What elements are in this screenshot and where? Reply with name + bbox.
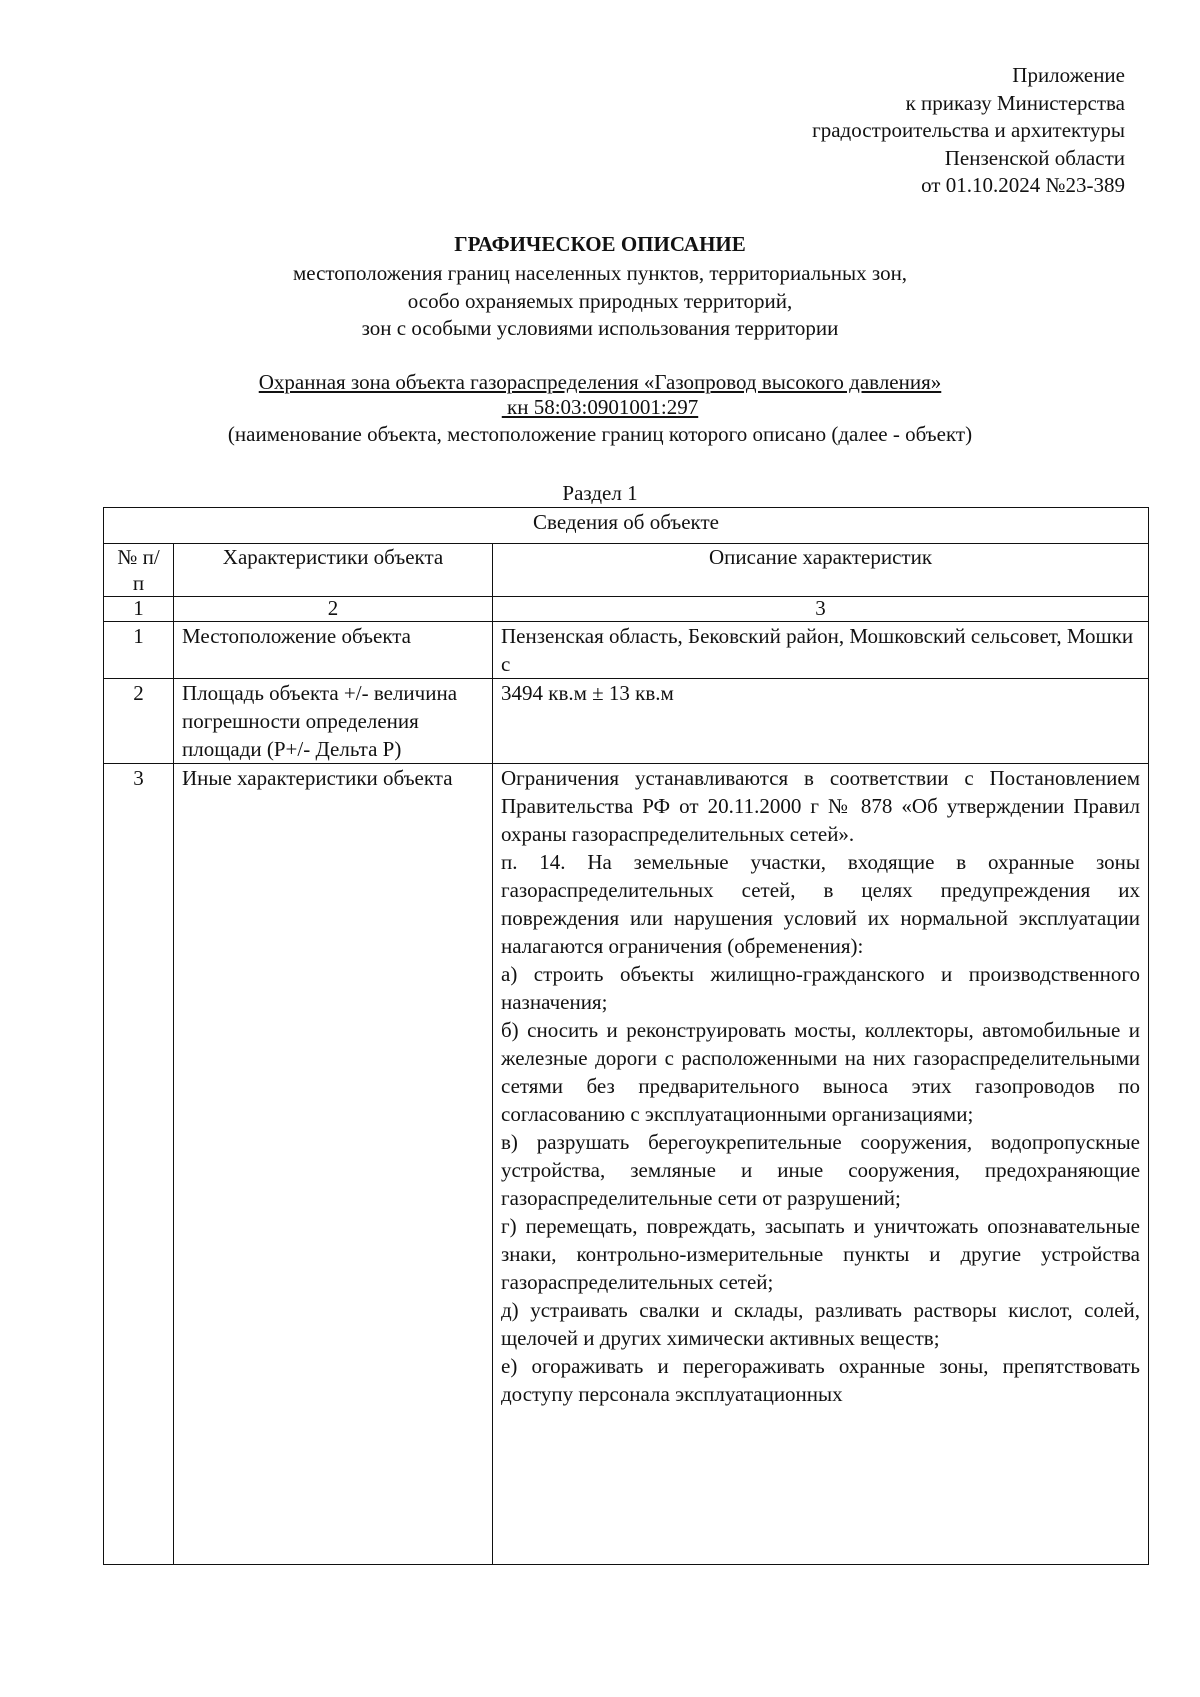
appendix-line: Пензенской области (944, 145, 1125, 170)
row-number: 1 (104, 622, 174, 679)
document-subtitle (0, 260, 1200, 343)
row-characteristic: Иные характеристики объекта (174, 764, 493, 1565)
restriction-paragraph: п. 14. На земельные участки, входящие в охранные зоны газораспределительных сетей, в целях предупреждения их повреждения или нарушения условий их нормальной эксплуатации налагаются ограничения (обременения): (501, 850, 1141, 958)
restriction-paragraph: е) огораживать и перегораживать охранные зоны, препятствовать доступу персонала эксплуатационных (501, 1354, 1141, 1406)
object-name-line: Охранная зона объекта газораспределения «Газопровод высокого давления» (258, 370, 942, 394)
table-caption-row (104, 508, 1149, 544)
appendix-block (812, 62, 1125, 200)
header-cell-number: № п/п (104, 544, 174, 597)
column-number-row (104, 597, 1149, 622)
row-characteristic: Местоположение объекта (174, 622, 493, 679)
restriction-paragraph: Ограничения устанавливаются в соответствии с Постановлением Правительства РФ от 20.11.2000 г № 878 «Об утверждении Правил охраны газораспределительных сетей». (501, 766, 1141, 846)
document-title: ГРАФИЧЕСКОЕ ОПИСАНИЕ (454, 232, 746, 256)
restriction-paragraph: а) строить объекты жилищно-гражданского и производственного назначения; (501, 962, 1141, 1014)
column-number: 3 (493, 597, 1149, 622)
object-cadastral-number: кн 58:03:0901001:297 (501, 395, 699, 419)
appendix-line: Приложение (1012, 63, 1125, 87)
section-label: Раздел 1 (562, 481, 638, 505)
row-number: 2 (104, 679, 174, 764)
table-row (104, 764, 1149, 1565)
subtitle-line: особо охраняемых природных территорий, (407, 288, 793, 313)
table-header-row (104, 544, 1149, 597)
row-description: Пензенская область, Бековский район, Мошковский сельсовет, Мошки с (493, 622, 1149, 679)
appendix-line: к приказу Министерства (905, 90, 1125, 115)
table-row (104, 622, 1149, 679)
subtitle-line: местоположения границ населенных пунктов, территориальных зон, (292, 261, 908, 285)
row-characteristic: Площадь объекта +/- величина погрешности определения площади (Р+/- Дельта Р) (174, 679, 493, 764)
table-caption: Сведения об объекте (104, 508, 1149, 544)
restriction-paragraph: в) разрушать берегоукрепительные сооружения, водопропускные устройства, земляные и иные сооружения, предохраняющие газораспределительные сети от разрушений; (501, 1130, 1141, 1210)
restrictions-text (501, 764, 1140, 1564)
subtitle-line: зон с особыми условиями использования территории (361, 316, 839, 340)
appendix-line: градостроительства и архитектуры (812, 118, 1125, 142)
header-cell-description: Описание характеристик (493, 544, 1149, 597)
restriction-paragraph: б) сносить и реконструировать мосты, коллекторы, автомобильные и железные дороги с расположенными на них газораспределительными сетями без предварительного выноса этих газопроводов по согласованию с эксплуатационными организациями; (501, 1018, 1141, 1126)
row-description: 3494 кв.м ± 13 кв.м (493, 679, 1149, 764)
restriction-paragraph: д) устраивать свалки и склады, разливать растворы кислот, солей, щелочей и других химически активных веществ; (501, 1298, 1141, 1350)
table-row (104, 679, 1149, 764)
header-cell-characteristic: Характеристики объекта (174, 544, 493, 597)
row-number: 3 (104, 764, 174, 1565)
object-caption: (наименование объекта, местоположение границ которого описано (далее - объект) (227, 422, 973, 446)
restriction-paragraph: г) перемещать, повреждать, засыпать и уничтожать опознавательные знаки, контрольно-измерительные пункты и другие устройства газораспределительных сетей; (501, 1214, 1141, 1294)
column-number: 1 (104, 597, 174, 622)
column-number: 2 (174, 597, 493, 622)
row-description (493, 764, 1149, 1565)
appendix-line: от 01.10.2024 №23-389 (921, 173, 1125, 197)
object-info-table (103, 507, 1149, 1565)
object-name (0, 370, 1200, 420)
